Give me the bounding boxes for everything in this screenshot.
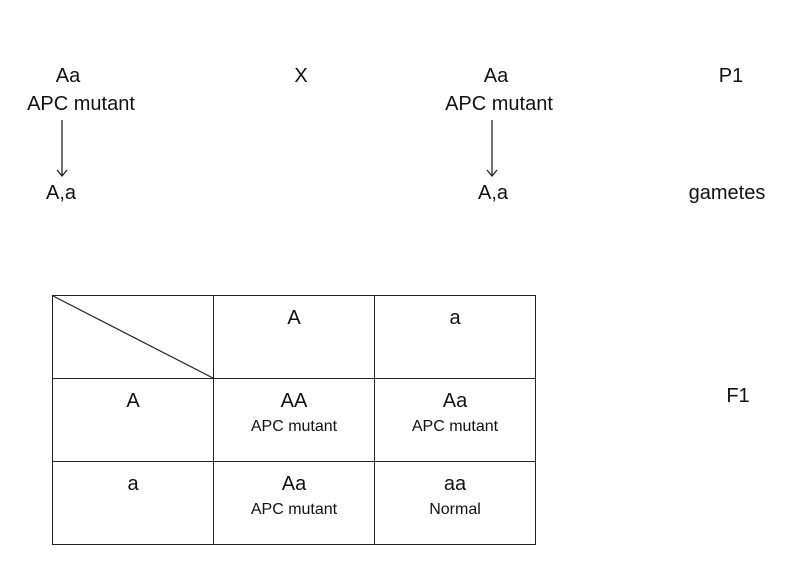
punnett-cell [375, 379, 536, 462]
punnett-header-row [53, 296, 536, 379]
right-gametes: A,a [477, 182, 509, 204]
right-parent-phenotype: APC mutant [445, 93, 553, 115]
punnett-row [53, 379, 536, 462]
row-header-allele: a [127, 473, 139, 495]
punnett-row-header [53, 379, 214, 462]
cross-symbol: X [294, 65, 308, 87]
cell-phenotype: Normal [429, 501, 481, 518]
left-parent-phenotype: APC mutant [27, 93, 135, 115]
col-header-allele: A [287, 307, 301, 329]
right-gamete-arrow-icon [485, 118, 499, 180]
right-parent-genotype: Aa [483, 65, 509, 87]
diagonal-line-icon [53, 296, 213, 378]
punnett-corner-cell [53, 296, 214, 379]
punnett-cell [214, 462, 375, 545]
cell-phenotype: APC mutant [411, 418, 499, 435]
cell-genotype: aa [443, 473, 467, 495]
col-header-allele: a [449, 307, 461, 329]
punnett-cell [214, 379, 375, 462]
punnett-row-header [53, 462, 214, 545]
left-gamete-arrow-icon [55, 118, 69, 180]
cell-genotype: AA [280, 390, 308, 412]
punnett-row [53, 462, 536, 545]
left-parent-genotype: Aa [55, 65, 81, 87]
row-header-allele: A [126, 390, 140, 412]
punnett-col-header [214, 296, 375, 379]
left-gametes: A,a [45, 182, 77, 204]
cell-phenotype: APC mutant [250, 501, 338, 518]
cell-genotype: Aa [281, 473, 307, 495]
label-gametes: gametes [688, 182, 766, 204]
punnett-cell [375, 462, 536, 545]
punnett-square [52, 295, 536, 545]
label-f1: F1 [726, 385, 750, 407]
punnett-col-header [375, 296, 536, 379]
cell-phenotype: APC mutant [250, 418, 338, 435]
label-p1: P1 [718, 65, 744, 87]
cell-genotype: Aa [442, 390, 468, 412]
